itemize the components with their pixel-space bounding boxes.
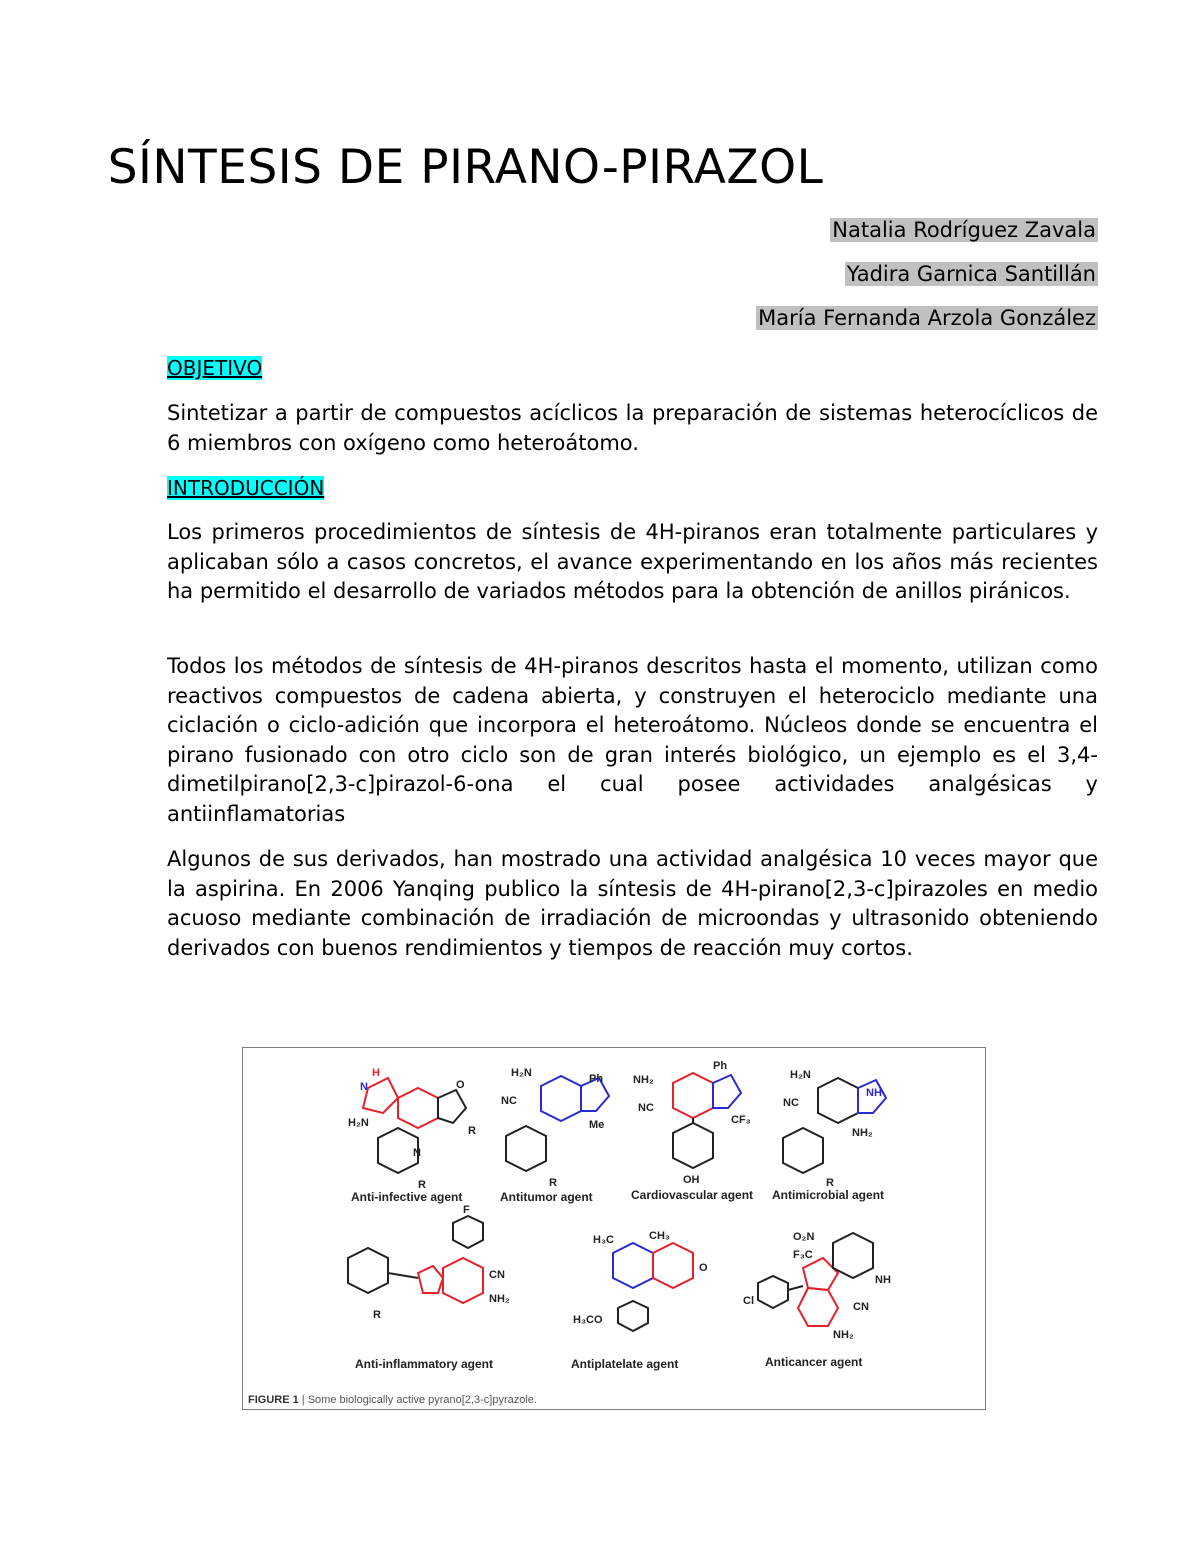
figure-label: Anticancer agent (765, 1355, 863, 1369)
molecule-structure (783, 1069, 886, 1189)
figure-label: Anti-inflammatory agent (355, 1357, 494, 1371)
document-title: SÍNTESIS DE PIRANO-PIRAZOL (107, 140, 824, 195)
figure-label: Antiplatelate agent (571, 1357, 679, 1371)
svg-text:NC: NC (638, 1102, 654, 1114)
svg-text:R: R (418, 1179, 426, 1191)
figure-label: Antitumor agent (500, 1190, 593, 1204)
svg-text:H₃CO: H₃CO (573, 1314, 603, 1326)
molecule-structure (633, 1060, 751, 1186)
svg-text:F: F (463, 1204, 470, 1216)
objetivo-heading: OBJETIVO (167, 356, 263, 380)
svg-text:Ph: Ph (589, 1073, 604, 1085)
author-name: María Fernanda Arzola González (758, 306, 1096, 330)
figure-label: Anti-infective agent (351, 1190, 463, 1204)
svg-text:OH: OH (683, 1174, 700, 1186)
author-name: Yadira Garnica Santillán (846, 262, 1096, 286)
figure-label: Antimicrobial agent (772, 1188, 885, 1202)
svg-text:NH: NH (875, 1274, 891, 1286)
svg-text:Cl: Cl (743, 1295, 754, 1307)
molecule-structure (501, 1067, 609, 1189)
svg-text:O: O (699, 1262, 708, 1274)
svg-text:H₂N: H₂N (348, 1117, 369, 1129)
svg-text:H: H (372, 1067, 380, 1079)
svg-text:N: N (413, 1147, 421, 1159)
svg-text:O: O (456, 1079, 465, 1091)
intro-paragraph-1: Los primeros procedimientos de síntesis de 4H-piranos eran totalmente particulares y aplicaban sólo a casos concretos, el avance experimentando en los años más recientes ha permitido el desarrollo de variados métodos para la obtención de anillos piránicos. (167, 520, 1098, 604)
svg-text:CH₃: CH₃ (649, 1230, 670, 1242)
svg-text:H₂N: H₂N (511, 1067, 532, 1079)
figure-caption: FIGURE 1 | Some biologically active pyrano[2,3-c]pyrazole. (248, 1394, 537, 1406)
svg-text:N: N (360, 1081, 368, 1093)
svg-text:NC: NC (501, 1095, 517, 1107)
figure-label: Cardiovascular agent (631, 1188, 754, 1202)
svg-text:NH: NH (866, 1087, 882, 1099)
svg-text:NH₂: NH₂ (833, 1329, 854, 1341)
molecule-structure (743, 1231, 891, 1341)
figure-pyranopyrazoles (242, 1047, 986, 1410)
svg-text:R: R (549, 1177, 557, 1189)
svg-text:NH₂: NH₂ (633, 1074, 654, 1086)
svg-text:NH₂: NH₂ (852, 1127, 873, 1139)
author-name: Natalia Rodríguez Zavala (832, 218, 1096, 242)
molecule-structure (348, 1204, 510, 1321)
svg-text:NH₂: NH₂ (489, 1293, 510, 1305)
svg-text:CF₃: CF₃ (731, 1114, 751, 1126)
svg-text:O₂N: O₂N (793, 1231, 815, 1243)
svg-text:R: R (373, 1309, 381, 1321)
intro-paragraph-2: Todos los métodos de síntesis de 4H-piranos descritos hasta el momento, utilizan como reactivos compuestos de cadena abierta, y construyen el heterociclo mediante una ciclación o ciclo-adición que incorpora el heteroátomo. Núcleos donde se encuentra el pirano fusionado con otro ciclo son de gran interés biológico, un ejemplo es el 3,4-dimetilpirano[2,3-c]pirazol-6-ona el cual posee actividades analgésicas y antiinflamatorias (167, 654, 1098, 826)
objetivo-text: Sintetizar a partir de compuestos acíclicos la preparación de sistemas heterocíclicos de 6 miembros con oxígeno como heteroátomo. (167, 401, 1098, 455)
intro-paragraph-3: Algunos de sus derivados, han mostrado una actividad analgésica 10 veces mayor que la aspirina. En 2006 Yanqing publico la síntesis de 4H-pirano[2,3-c]pirazoles en medio acuoso mediante combinación de irradiación de microondas y ultrasonido obteniendo derivados con buenos rendimientos y tiempos de reacción muy cortos. (167, 847, 1098, 960)
figure-drawing (243, 1048, 987, 1411)
svg-text:Me: Me (589, 1119, 605, 1131)
svg-text:H₂N: H₂N (790, 1069, 811, 1081)
introduccion-heading: INTRODUCCIÓN (167, 476, 325, 500)
svg-text:R: R (826, 1177, 834, 1189)
svg-text:H₃C: H₃C (593, 1234, 614, 1246)
svg-text:Ph: Ph (713, 1060, 728, 1072)
molecule-structure (348, 1067, 476, 1191)
molecule-structure (573, 1230, 708, 1331)
svg-text:F₃C: F₃C (793, 1249, 813, 1261)
author-list (756, 216, 1098, 348)
svg-text:R: R (468, 1125, 476, 1137)
svg-text:CN: CN (489, 1269, 505, 1281)
svg-text:CN: CN (853, 1301, 869, 1313)
svg-text:NC: NC (783, 1097, 799, 1109)
